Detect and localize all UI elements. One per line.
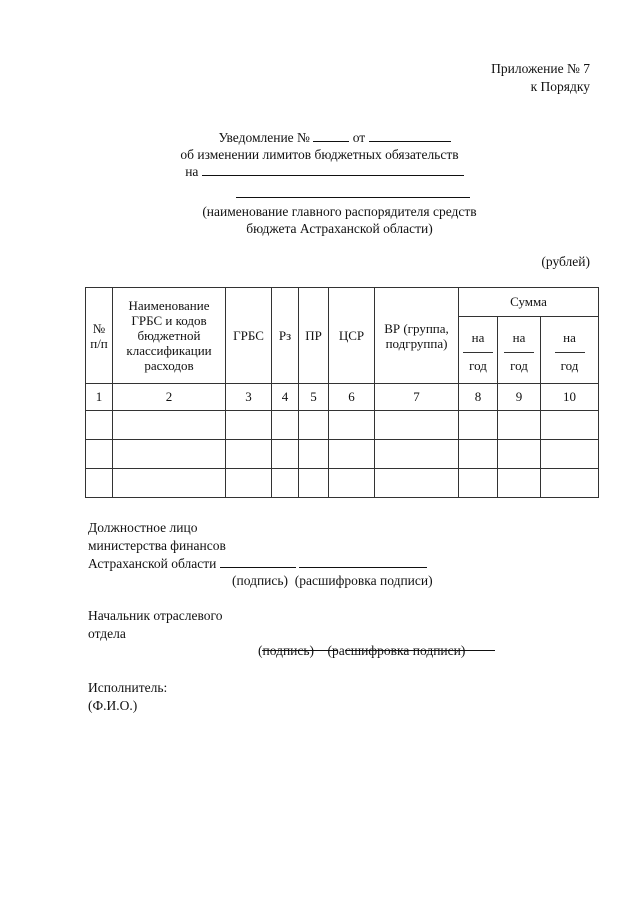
column-number: 7 bbox=[375, 384, 459, 411]
recipient-caption-line2: бюджета Астраханской области) bbox=[246, 221, 433, 236]
header-sum: Сумма bbox=[459, 288, 599, 317]
year-suffix: год bbox=[510, 357, 528, 373]
official-signature-block bbox=[88, 519, 427, 573]
official-title-line3-text: Астраханской области bbox=[88, 556, 217, 571]
header-vr: ВР (группа, подгруппа) bbox=[375, 288, 459, 384]
table-cell[interactable] bbox=[226, 440, 272, 469]
notice-date-field[interactable] bbox=[369, 129, 451, 142]
table-cell[interactable] bbox=[498, 469, 541, 498]
header-grbs: ГРБС bbox=[226, 288, 272, 384]
table-cell[interactable] bbox=[86, 411, 113, 440]
table-cell[interactable] bbox=[329, 469, 375, 498]
table-cell[interactable] bbox=[459, 469, 498, 498]
decoding-caption: (расшифровка подписи) bbox=[294, 573, 433, 588]
column-number: 6 bbox=[329, 384, 375, 411]
header-name: Наименование ГРБС и кодов бюджетной классификации расходов bbox=[113, 288, 226, 384]
executor-label: Исполнитель: bbox=[88, 680, 168, 695]
table-cell[interactable] bbox=[272, 440, 299, 469]
header-year-1 bbox=[459, 317, 498, 384]
column-number: 2 bbox=[113, 384, 226, 411]
header-year-2 bbox=[498, 317, 541, 384]
official-title-line3 bbox=[88, 555, 427, 573]
head-signature-captions bbox=[258, 643, 465, 659]
table-cell[interactable] bbox=[226, 411, 272, 440]
appendix-reference bbox=[491, 60, 590, 96]
column-number: 4 bbox=[272, 384, 299, 411]
appendix-number: Приложение № 7 bbox=[491, 61, 590, 76]
column-number: 3 bbox=[226, 384, 272, 411]
appendix-order: к Порядку bbox=[530, 79, 590, 94]
header-num: № п/п bbox=[86, 288, 113, 384]
notice-number-line bbox=[0, 129, 639, 146]
table-cell[interactable] bbox=[226, 469, 272, 498]
header-year-3 bbox=[541, 317, 599, 384]
column-number: 1 bbox=[86, 384, 113, 411]
year-prefix: на bbox=[512, 329, 526, 345]
head-signature-block bbox=[88, 607, 222, 643]
table-cell[interactable] bbox=[541, 440, 599, 469]
notice-label: Уведомление № bbox=[218, 130, 310, 145]
column-number: 10 bbox=[541, 384, 599, 411]
official-signature-field[interactable] bbox=[220, 555, 296, 568]
on-label: на bbox=[185, 164, 199, 179]
table-cell[interactable] bbox=[113, 469, 226, 498]
official-signature-captions bbox=[232, 573, 433, 589]
recipient-caption-line1: (наименование главного распорядителя средств bbox=[202, 204, 477, 219]
decoding-caption: (расшифровка подписи) bbox=[327, 643, 466, 658]
year-blank[interactable] bbox=[504, 351, 534, 353]
executor-fio: (Ф.И.О.) bbox=[88, 698, 138, 713]
table-cell[interactable] bbox=[459, 440, 498, 469]
table-row bbox=[86, 411, 599, 440]
column-number: 5 bbox=[299, 384, 329, 411]
notice-subject: об изменении лимитов бюджетных обязательств bbox=[180, 147, 459, 162]
column-number: 9 bbox=[498, 384, 541, 411]
table-cell[interactable] bbox=[113, 440, 226, 469]
table-cell[interactable] bbox=[299, 469, 329, 498]
table-cell[interactable] bbox=[375, 411, 459, 440]
signature-caption: (подпись) bbox=[232, 573, 289, 588]
signature-caption: (подпись) bbox=[258, 643, 315, 658]
official-title-line1: Должностное лицо bbox=[88, 520, 198, 535]
table-cell[interactable] bbox=[272, 411, 299, 440]
header-pr: ПР bbox=[299, 288, 329, 384]
table-cell[interactable] bbox=[329, 440, 375, 469]
period-field[interactable] bbox=[202, 163, 464, 176]
notice-number-field[interactable] bbox=[313, 129, 349, 142]
official-title-line2: министерства финансов bbox=[88, 538, 226, 553]
table-cell[interactable] bbox=[299, 411, 329, 440]
year-blank[interactable] bbox=[555, 351, 585, 353]
header-rz: Рз bbox=[272, 288, 299, 384]
limits-table bbox=[85, 287, 599, 498]
table-cell[interactable] bbox=[299, 440, 329, 469]
head-title-line2: отдела bbox=[88, 626, 126, 641]
table-cell[interactable] bbox=[272, 469, 299, 498]
table-cell[interactable] bbox=[541, 469, 599, 498]
official-decoding-field[interactable] bbox=[299, 555, 427, 568]
year-prefix: на bbox=[563, 329, 576, 345]
header-csr: ЦСР bbox=[329, 288, 375, 384]
head-title-line1: Начальник отраслевого bbox=[88, 608, 223, 623]
table-cell[interactable] bbox=[459, 411, 498, 440]
column-number: 8 bbox=[459, 384, 498, 411]
table-cell[interactable] bbox=[375, 469, 459, 498]
currency-units: (рублей) bbox=[541, 254, 590, 269]
table-cell[interactable] bbox=[329, 411, 375, 440]
table-row bbox=[86, 440, 599, 469]
year-suffix: год bbox=[560, 357, 579, 373]
notice-period-line bbox=[0, 163, 639, 180]
executor-block bbox=[88, 679, 167, 715]
table-cell[interactable] bbox=[86, 469, 113, 498]
table-cell[interactable] bbox=[86, 440, 113, 469]
table-header-row bbox=[86, 288, 599, 317]
table-cell[interactable] bbox=[113, 411, 226, 440]
from-label: от bbox=[352, 130, 366, 145]
notice-title bbox=[0, 129, 639, 180]
year-suffix: год bbox=[469, 357, 487, 373]
column-number-row bbox=[86, 384, 599, 411]
recipient-name-line[interactable] bbox=[236, 197, 470, 198]
year-prefix: на bbox=[471, 329, 485, 345]
recipient-caption bbox=[0, 203, 639, 237]
table-cell[interactable] bbox=[375, 440, 459, 469]
table-cell[interactable] bbox=[541, 411, 599, 440]
table-cell[interactable] bbox=[498, 440, 541, 469]
year-blank[interactable] bbox=[463, 351, 493, 353]
table-cell[interactable] bbox=[498, 411, 541, 440]
table-row bbox=[86, 469, 599, 498]
